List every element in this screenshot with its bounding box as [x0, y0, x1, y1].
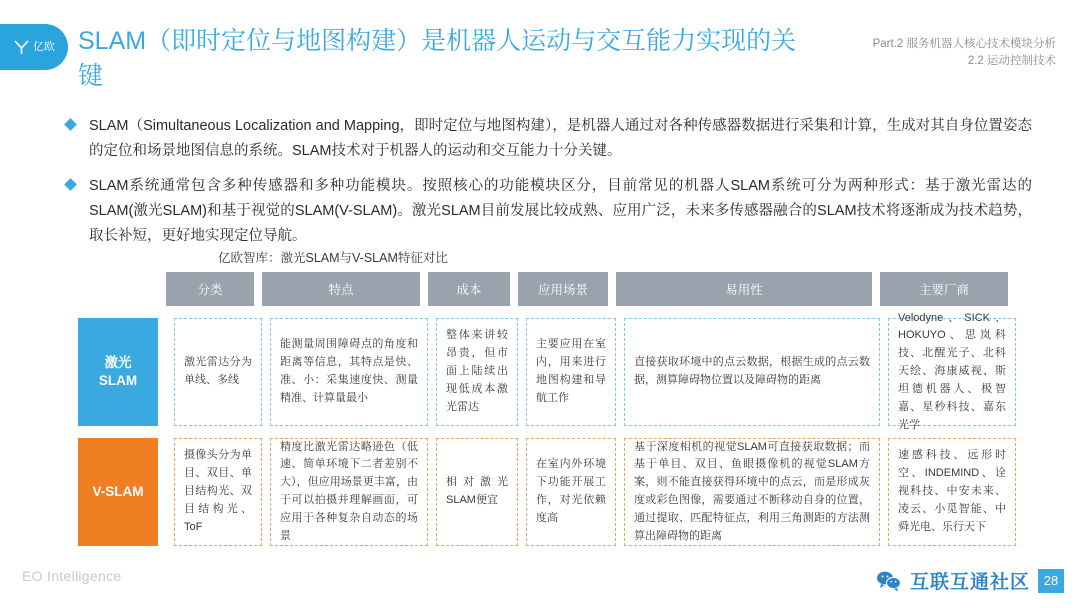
row-label-v-slam — [78, 438, 158, 546]
table-header-cell: 分类 — [166, 272, 254, 306]
table-header-cell: 易用性 — [616, 272, 872, 306]
table-header-cell: 应用场景 — [518, 272, 608, 306]
table-header-cell: 成本 — [428, 272, 510, 306]
page-number: 28 — [1038, 569, 1064, 593]
table-header-cell: 主要厂商 — [880, 272, 1008, 306]
table-cell: 速感科技、远形时空、INDEMIND、诠视科技、中安未来、凌云、小觅智能、中舜光电、乐行天下 — [888, 438, 1016, 546]
eo-logo-label: 亿欧 — [33, 40, 55, 53]
eo-logo — [0, 24, 68, 70]
table-cell: 激光雷达分为单线、多线 — [174, 318, 262, 426]
row-label-laser-slam — [78, 318, 158, 426]
table-cell: 基于深度相机的视觉SLAM可直接获取数据；而基于单目、双目、鱼眼摄像机的视觉SLAM方案，则不能直接获得环境中的点云，而是形成灰度或彩色图像，需要通过不断移动自身的位置，通过提取、匹配特征点，利用三角测距的方法测算出障碍物的距离 — [624, 438, 880, 546]
wechat-icon — [876, 570, 902, 592]
list-item — [66, 114, 1032, 164]
row-label-line1: V-SLAM — [92, 483, 144, 499]
table-cell: 直接获取环境中的点云数据，根据生成的点云数据，测算障碍物位置以及障碍物的距离 — [624, 318, 880, 426]
table-cell: 在室内外环境下功能开展工作，对光依赖度高 — [526, 438, 616, 546]
section-breadcrumb — [873, 36, 1056, 69]
footer-right — [876, 567, 1064, 594]
bullet-text: SLAM（Simultaneous Localization and Mapping，即时定位与地图构建），是机器人通过对各种传感器数据进行采集和计算，生成对其自身位置姿态的定位和场景地图信息的系统。SLAM技术对于机器人的运动和交互能力十分关键。 — [89, 118, 1032, 159]
table-cell: Velodyne、SICK、HOKUYO、思岚科技、北醒光子、北科天绘、海康威视、斯坦德机器人、极智嘉、星秒科技、嘉东光学 — [888, 318, 1016, 426]
table-cell: 精度比激光雷达略逊色（低速、简单环境下二者差别不大），但应用场景更丰富，由于可以拍摄并理解画面，可应用于各种复杂自动态的场景 — [270, 438, 428, 546]
table-header-cell: 特点 — [262, 272, 420, 306]
table-caption: 亿欧智库：激光SLAM与V-SLAM特征对比 — [218, 251, 448, 265]
bullet-list — [66, 114, 1032, 259]
table-cell: 主要应用在室内，用来进行地图构建和导航工作 — [526, 318, 616, 426]
row-label-line1: 激光 — [104, 354, 132, 370]
section-part-label: Part.2 服务机器人核心技术模块分析 — [872, 38, 1056, 50]
table-row — [78, 438, 1008, 546]
diamond-bullet-icon — [64, 178, 77, 191]
row-label-line2: SLAM — [98, 373, 138, 388]
footer-community-label: 互联互通社区 — [909, 572, 1030, 593]
diamond-bullet-icon — [64, 118, 77, 131]
page-title: SLAM（即时定位与地图构建）是机器人运动与交互能力实现的关键 — [78, 27, 797, 90]
table-header-row — [166, 272, 1008, 306]
bullet-text: SLAM系统通常包含多种传感器和多种功能模块。按照核心的功能模块区分，目前常见的机器人SLAM系统可分为两种形式：基于激光雷达的SLAM(激光SLAM)和基于视觉的SLAM(V-SLAM)。激光SLAM目前发展比较成熟、应用广泛，未来多传感器融合的SLAM技术将逐渐成为技术趋势，取长补短，更好地实现定位导航。 — [89, 177, 1032, 244]
footer-brand: EO Intelligence — [22, 568, 122, 584]
comparison-table — [78, 272, 1008, 546]
table-row — [78, 311, 1008, 431]
list-item — [66, 174, 1032, 249]
eo-logo-icon — [13, 39, 30, 56]
table-cell: 摄像头分为单目、双目、单目结构光、双目结构光、ToF — [174, 438, 262, 546]
table-cell: 整体来讲较昂贵，但市面上陆续出现低成本激光雷达 — [436, 318, 518, 426]
table-cell: 相对激光SLAM便宜 — [436, 438, 518, 546]
section-subsection-label: 2.2 运动控制技术 — [967, 54, 1056, 67]
table-cell: 能测量周围障碍点的角度和距离等信息，其特点是快、准、小：采集速度快、测量精准、计算量最小 — [270, 318, 428, 426]
